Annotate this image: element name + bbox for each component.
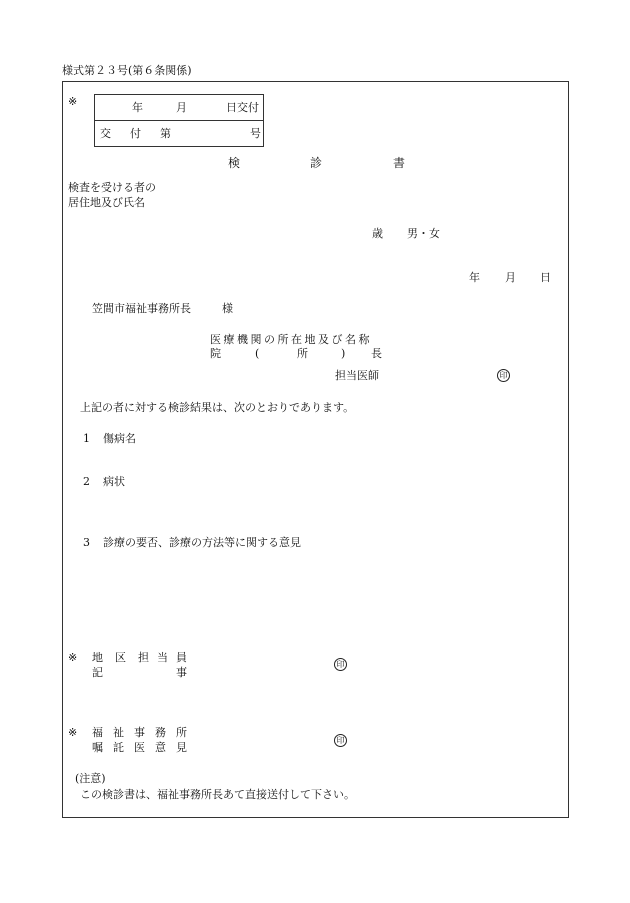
issue-tsuke: 付 [130,127,141,140]
form-number: 様式第２３号(第６条関係) [62,64,192,77]
issue-kou: 交 [100,127,111,140]
district-char-1: 地 [92,651,103,664]
reference-mark: ※ [68,95,78,108]
welfare-seal: 印 [334,734,347,747]
date-month: 月 [505,271,516,284]
district-char-5: 員 [176,651,187,664]
doctor-label: 担当医師 [335,369,379,382]
institution-in: 院 [210,347,221,360]
item-3-label: 診療の要否、診療の方法等に関する意見 [103,536,301,549]
district-char-3: 担 [138,651,149,664]
item-1-number: 1 [83,432,90,445]
welfare-opinion-1: 嘱 [92,741,103,754]
doctor-seal: 印 [497,369,510,382]
district-char-2: 区 [115,651,126,664]
issue-dai: 第 [160,127,171,140]
district-seal: 印 [334,658,347,671]
institution-chou: 長 [371,347,382,360]
issue-gou: 号 [250,127,261,140]
institution-sho: 所 [297,347,308,360]
item-1-label: 傷病名 [103,432,136,445]
issue-month: 月 [176,101,187,114]
title-char-3: 書 [393,156,406,170]
age-label: 歳 [372,227,383,240]
district-mark: ※ [68,651,78,664]
district-record-2: 事 [176,666,187,679]
title-char-2: 診 [310,156,323,170]
gender-options: 男・女 [407,227,440,240]
note-label: (注意) [75,772,106,785]
issue-day: 日交付 [226,101,259,114]
welfare-opinion-2: 託 [113,741,124,754]
subject-label-line1: 検査を受ける者の [68,181,156,194]
addressee-honorific: 様 [222,302,233,315]
institution-paren-open: ( [255,347,260,360]
item-3-number: 3 [83,536,90,549]
title-char-1: 検 [228,156,241,170]
welfare-char-4: 務 [155,726,166,739]
welfare-opinion-4: 意 [155,741,166,754]
intro-text: 上記の者に対する検診結果は、次のとおりであります。 [80,401,355,414]
addressee: 笠間市福祉事務所長 [92,302,191,315]
issue-box-divider [94,120,264,121]
welfare-char-5: 所 [176,726,187,739]
subject-label-line2: 居住地及び氏名 [68,196,145,209]
welfare-char-3: 事 [134,726,145,739]
institution-paren-close: ) [341,347,346,360]
note-text: この検診書は、福祉事務所長あて直接送付して下さい。 [80,788,355,801]
date-year: 年 [469,271,480,284]
item-2-number: 2 [83,475,90,488]
welfare-opinion-3: 医 [134,741,145,754]
welfare-opinion-5: 見 [176,741,187,754]
item-2-label: 病状 [103,475,125,488]
institution-line1: 医療機関の所在地及び名称 [210,333,372,346]
issue-year: 年 [132,101,143,114]
welfare-char-1: 福 [92,726,103,739]
district-record-1: 記 [92,666,103,679]
district-char-4: 当 [157,651,168,664]
date-day: 日 [540,271,551,284]
welfare-char-2: 祉 [113,726,124,739]
welfare-mark: ※ [68,726,78,739]
